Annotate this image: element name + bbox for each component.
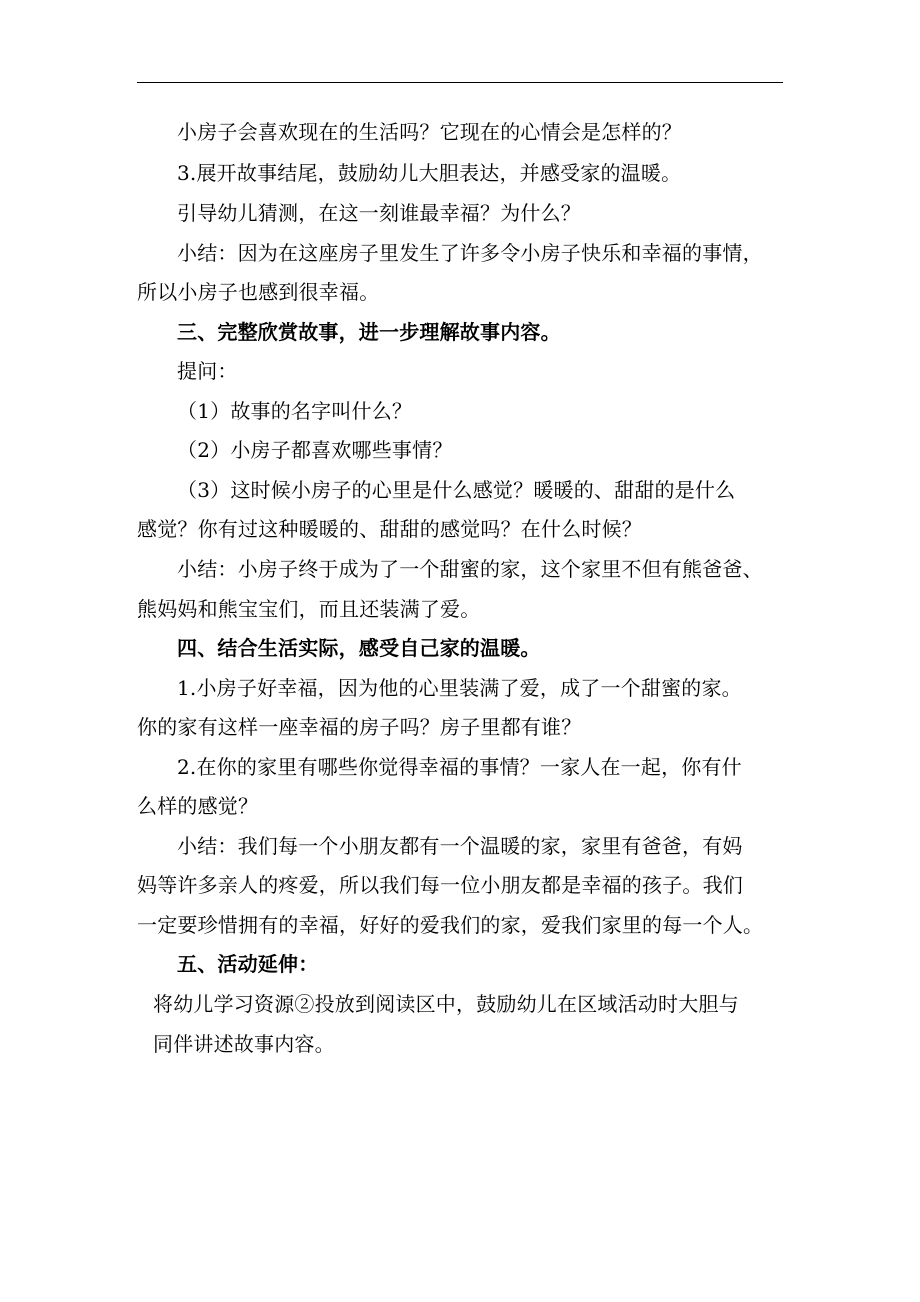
header-rule — [137, 82, 783, 83]
paragraph-line: 提问： — [177, 359, 238, 383]
paragraph-line: 2.在你的家里有哪些你觉得幸福的事情？一家人在一起，你有什 — [177, 755, 742, 779]
paragraph-line: 将幼儿学习资源②投放到阅读区中，鼓励幼儿在区域活动时大胆与 — [153, 992, 739, 1016]
paragraph-line: 所以小房子也感到很幸福。 — [137, 280, 380, 304]
paragraph-line: 一定要珍惜拥有的幸福，好好的爱我们的家，爱我们家里的每一个人。 — [137, 913, 764, 937]
paragraph-line: 小结：因为在这座房子里发生了许多令小房子快乐和幸福的事情， — [177, 241, 763, 265]
paragraph-line: 引导幼儿猜测，在这一刻谁最幸福？为什么？ — [177, 201, 581, 225]
section-heading: 四、结合生活实际，感受自己家的温暖。 — [177, 636, 541, 660]
paragraph-line: 么样的感觉？ — [137, 794, 259, 818]
paragraph-line: 3.展开故事结尾，鼓励幼儿大胆表达，并感受家的温暖。 — [177, 161, 682, 185]
paragraph-line: 妈等许多亲人的疼爱，所以我们每一位小朋友都是幸福的孩子。我们 — [137, 873, 743, 897]
question-item: （2）小房子都喜欢哪些事情？ — [177, 438, 453, 462]
paragraph-line: 感觉？你有过这种暖暖的、甜甜的感觉吗？在什么时候？ — [137, 517, 642, 541]
paragraph-line: 小结：我们每一个小朋友都有一个温暖的家，家里有爸爸，有妈 — [177, 834, 743, 858]
paragraph-line: 同伴讲述故事内容。 — [153, 1032, 335, 1056]
section-heading: 五、活动延伸： — [177, 952, 319, 976]
paragraph-line: 小房子会喜欢现在的生活吗？它现在的心情会是怎样的？ — [177, 120, 682, 144]
paragraph-line: 熊妈妈和熊宝宝们，而且还装满了爱。 — [137, 597, 481, 621]
section-heading: 三、完整欣赏故事，进一步理解故事内容。 — [177, 320, 561, 344]
paragraph-line: 你的家有这样一座幸福的房子吗？房子里都有谁？ — [137, 715, 582, 739]
question-item: （1）故事的名字叫什么？ — [177, 399, 413, 423]
paragraph-line: 1.小房子好幸福，因为他的心里装满了爱，成了一个甜蜜的家。 — [177, 676, 742, 700]
paragraph-line: 小结：小房子终于成为了一个甜蜜的家，这个家里不但有熊爸爸、 — [177, 557, 763, 581]
question-item: （3）这时候小房子的心里是什么感觉？暖暖的、甜甜的是什么 — [177, 478, 736, 502]
